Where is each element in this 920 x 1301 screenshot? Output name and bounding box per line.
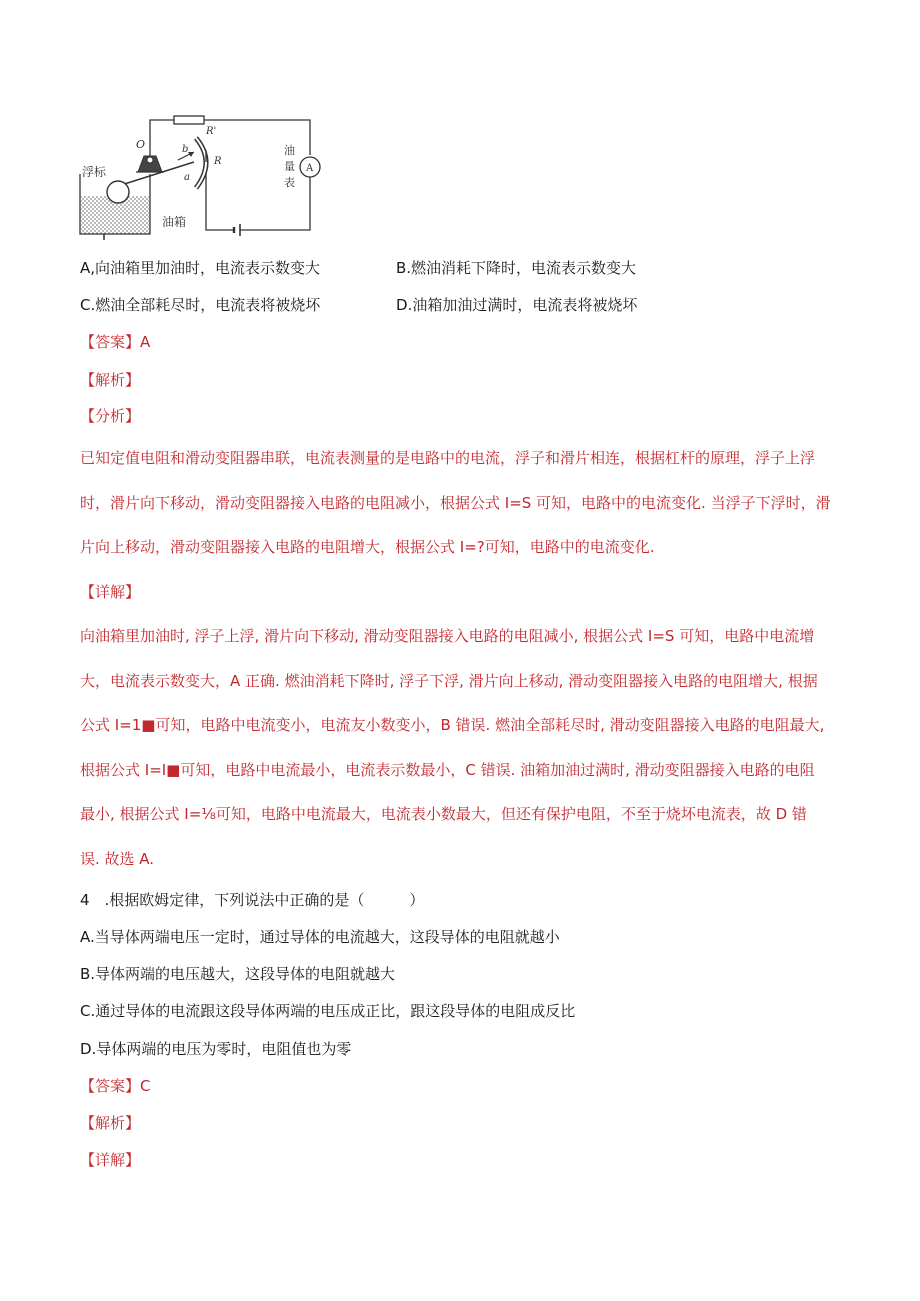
q3-analysis-line: 片向上移动，滑动变阻器接入电路的电阻增大，根据公式 I=?可知，电路中的电流变化. xyxy=(80,538,655,556)
q3-option-c: C.燃油全部耗尽时，电流表将被烧坏 xyxy=(80,296,321,314)
q3-fenxi-heading: 【分析】 xyxy=(80,407,141,425)
q4-xiangjie-heading: 【详解】 xyxy=(80,1151,141,1169)
q4-answer: 【答案】C xyxy=(80,1077,151,1095)
q4-jiexi-heading: 【解析】 xyxy=(80,1114,141,1132)
q3-option-b: B.燃油消耗下降时，电流表示数变大 xyxy=(396,259,637,277)
label-b: b xyxy=(182,144,189,155)
label-r-prime: R' xyxy=(206,126,217,137)
label-o: O xyxy=(136,138,146,151)
label-meter-2: 量 xyxy=(284,160,295,173)
float-icon xyxy=(107,181,129,203)
label-float: 浮标 xyxy=(82,165,107,179)
resistor-r-prime xyxy=(174,116,204,124)
q4-option-b: B.导体两端的电压越大，这段导体的电阻就越大 xyxy=(80,965,396,983)
q3-detail-line: 公式 I=1■可知，电路中电流变小，电流友小数变小，B 错误. 燃油全部耗尽时, 滑动变阻器接入电路的电阻最大, xyxy=(80,716,825,734)
oil-gauge-circuit-diagram xyxy=(78,110,328,245)
q3-xiangjie-heading: 【详解】 xyxy=(80,583,141,601)
q4-option-d: D.导体两端的电压为零时，电阻值也为零 xyxy=(80,1040,352,1058)
q3-detail-line: 根据公式 I=I■可知，电路中电流最小，电流表示数最小，C 错误. 油箱加油过满时, 滑动变阻器接入电路的电阻 xyxy=(80,760,815,779)
label-meter-3: 表 xyxy=(284,176,295,189)
label-a: a xyxy=(184,172,190,183)
q4-option-a: A.当导体两端电压一定时，通过导体的电流越大，这段导体的电阻就越小 xyxy=(80,928,560,946)
q3-analysis-line: 已知定值电阻和滑动变阻器串联，电流表测量的是电路中的电流，浮子和滑片相连，根据杠杆的原理，浮子上浮 xyxy=(80,449,816,467)
q3-detail-line: 大，电流表示数变大，A 正确. 燃油消耗下降时, 浮子下浮, 滑片向上移动, 滑动变阻器接入电路的电阻增大, 根据 xyxy=(80,671,818,690)
label-meter-1: 油 xyxy=(284,144,295,157)
q4-question: 4 .根据欧姆定律，下列说法中正确的是（ ） xyxy=(80,891,425,909)
q3-detail-line: 最小, 根据公式 I=⅛可知，电路中电流最大，电流表小数最大，但还有保护电阻，不至于烧坏电流表，故 D 错 xyxy=(80,805,807,823)
q3-detail xyxy=(80,614,840,881)
q3-analysis xyxy=(80,436,840,570)
q4-option-c: C.通过导体的电流跟这段导体两端的电压成正比，跟这段导体的电阻成反比 xyxy=(80,1002,576,1020)
ammeter-label: A xyxy=(306,163,314,174)
q3-option-a: A,向油箱里加油时，电流表示数变大 xyxy=(80,259,321,277)
q3-detail-line: 向油箱里加油时, 浮子上浮, 滑片向下移动, 滑动变阻器接入电路的电阻减小, 根据公式 I=S 可知，电路中电流增 xyxy=(80,627,815,645)
circuit-wire-top xyxy=(150,120,174,150)
q3-analysis-line: 时，滑片向下移动，滑动变阻器接入电路的电阻减小，根据公式 I=S 可知，电路中的电流变化. 当浮子下浮时，滑 xyxy=(80,493,831,512)
q3-detail-line: 误. 故选 A. xyxy=(80,849,155,868)
label-tank: 油箱 xyxy=(162,215,187,229)
label-r: R xyxy=(214,156,222,167)
q3-jiexi-heading: 【解析】 xyxy=(80,371,141,389)
q3-answer: 【答案】A xyxy=(80,333,151,351)
q3-option-d: D.油箱加油过满时，电流表将被烧坏 xyxy=(396,296,638,314)
